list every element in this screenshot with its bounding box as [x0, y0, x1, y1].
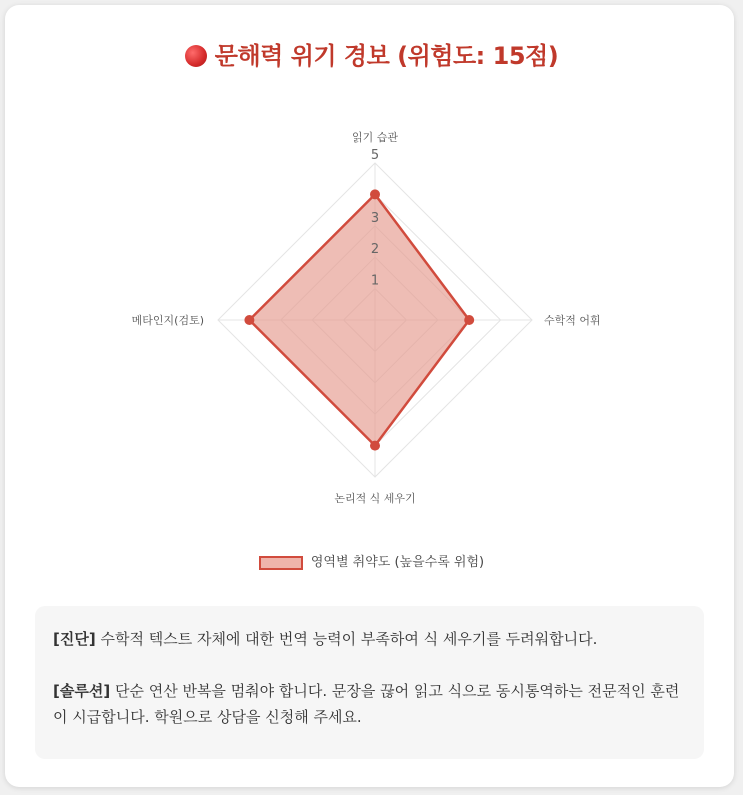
- legend-swatch: [259, 556, 303, 570]
- data-point: [370, 189, 380, 199]
- axis-label: 수학적 어휘: [544, 314, 601, 327]
- title-text: 문해력 위기 경보 (위험도: 15점): [214, 42, 559, 70]
- tick-label: 2: [370, 242, 380, 258]
- tick-label: 3: [370, 210, 380, 226]
- data-point: [370, 441, 380, 451]
- axis-label: 메타인지(검토): [131, 314, 204, 327]
- axis-label: 논리적 식 세우기: [334, 492, 416, 505]
- solution-paragraph: [53, 678, 686, 730]
- advice-box: [35, 606, 704, 759]
- radar-series: [244, 189, 474, 450]
- legend-label: 영역별 취약도 (높을수록 위험): [310, 555, 485, 570]
- data-point: [244, 315, 254, 325]
- tick-label: 5: [370, 148, 380, 163]
- chart-legend[interactable]: [0, 551, 743, 570]
- tick-label: 1: [370, 273, 380, 289]
- solution-text: 단순 연산 반복을 멈춰야 합니다. 문장을 끊어 읽고 식으로 동시통역하는 전문적인 훈련이 시급합니다. 학원으로 상담을 신청해 주세요.: [53, 682, 680, 726]
- diagnosis-paragraph: [53, 626, 686, 652]
- data-point: [464, 315, 474, 325]
- diagnosis-tag: [진단]: [53, 630, 96, 648]
- diagnosis-text: 수학적 텍스트 자체에 대한 번역 능력이 부족하여 식 세우기를 두려워합니다.: [95, 630, 598, 648]
- solution-tag: [솔루션]: [53, 682, 111, 700]
- series-area: [249, 194, 469, 445]
- axis-label: 읽기 습관: [351, 131, 399, 144]
